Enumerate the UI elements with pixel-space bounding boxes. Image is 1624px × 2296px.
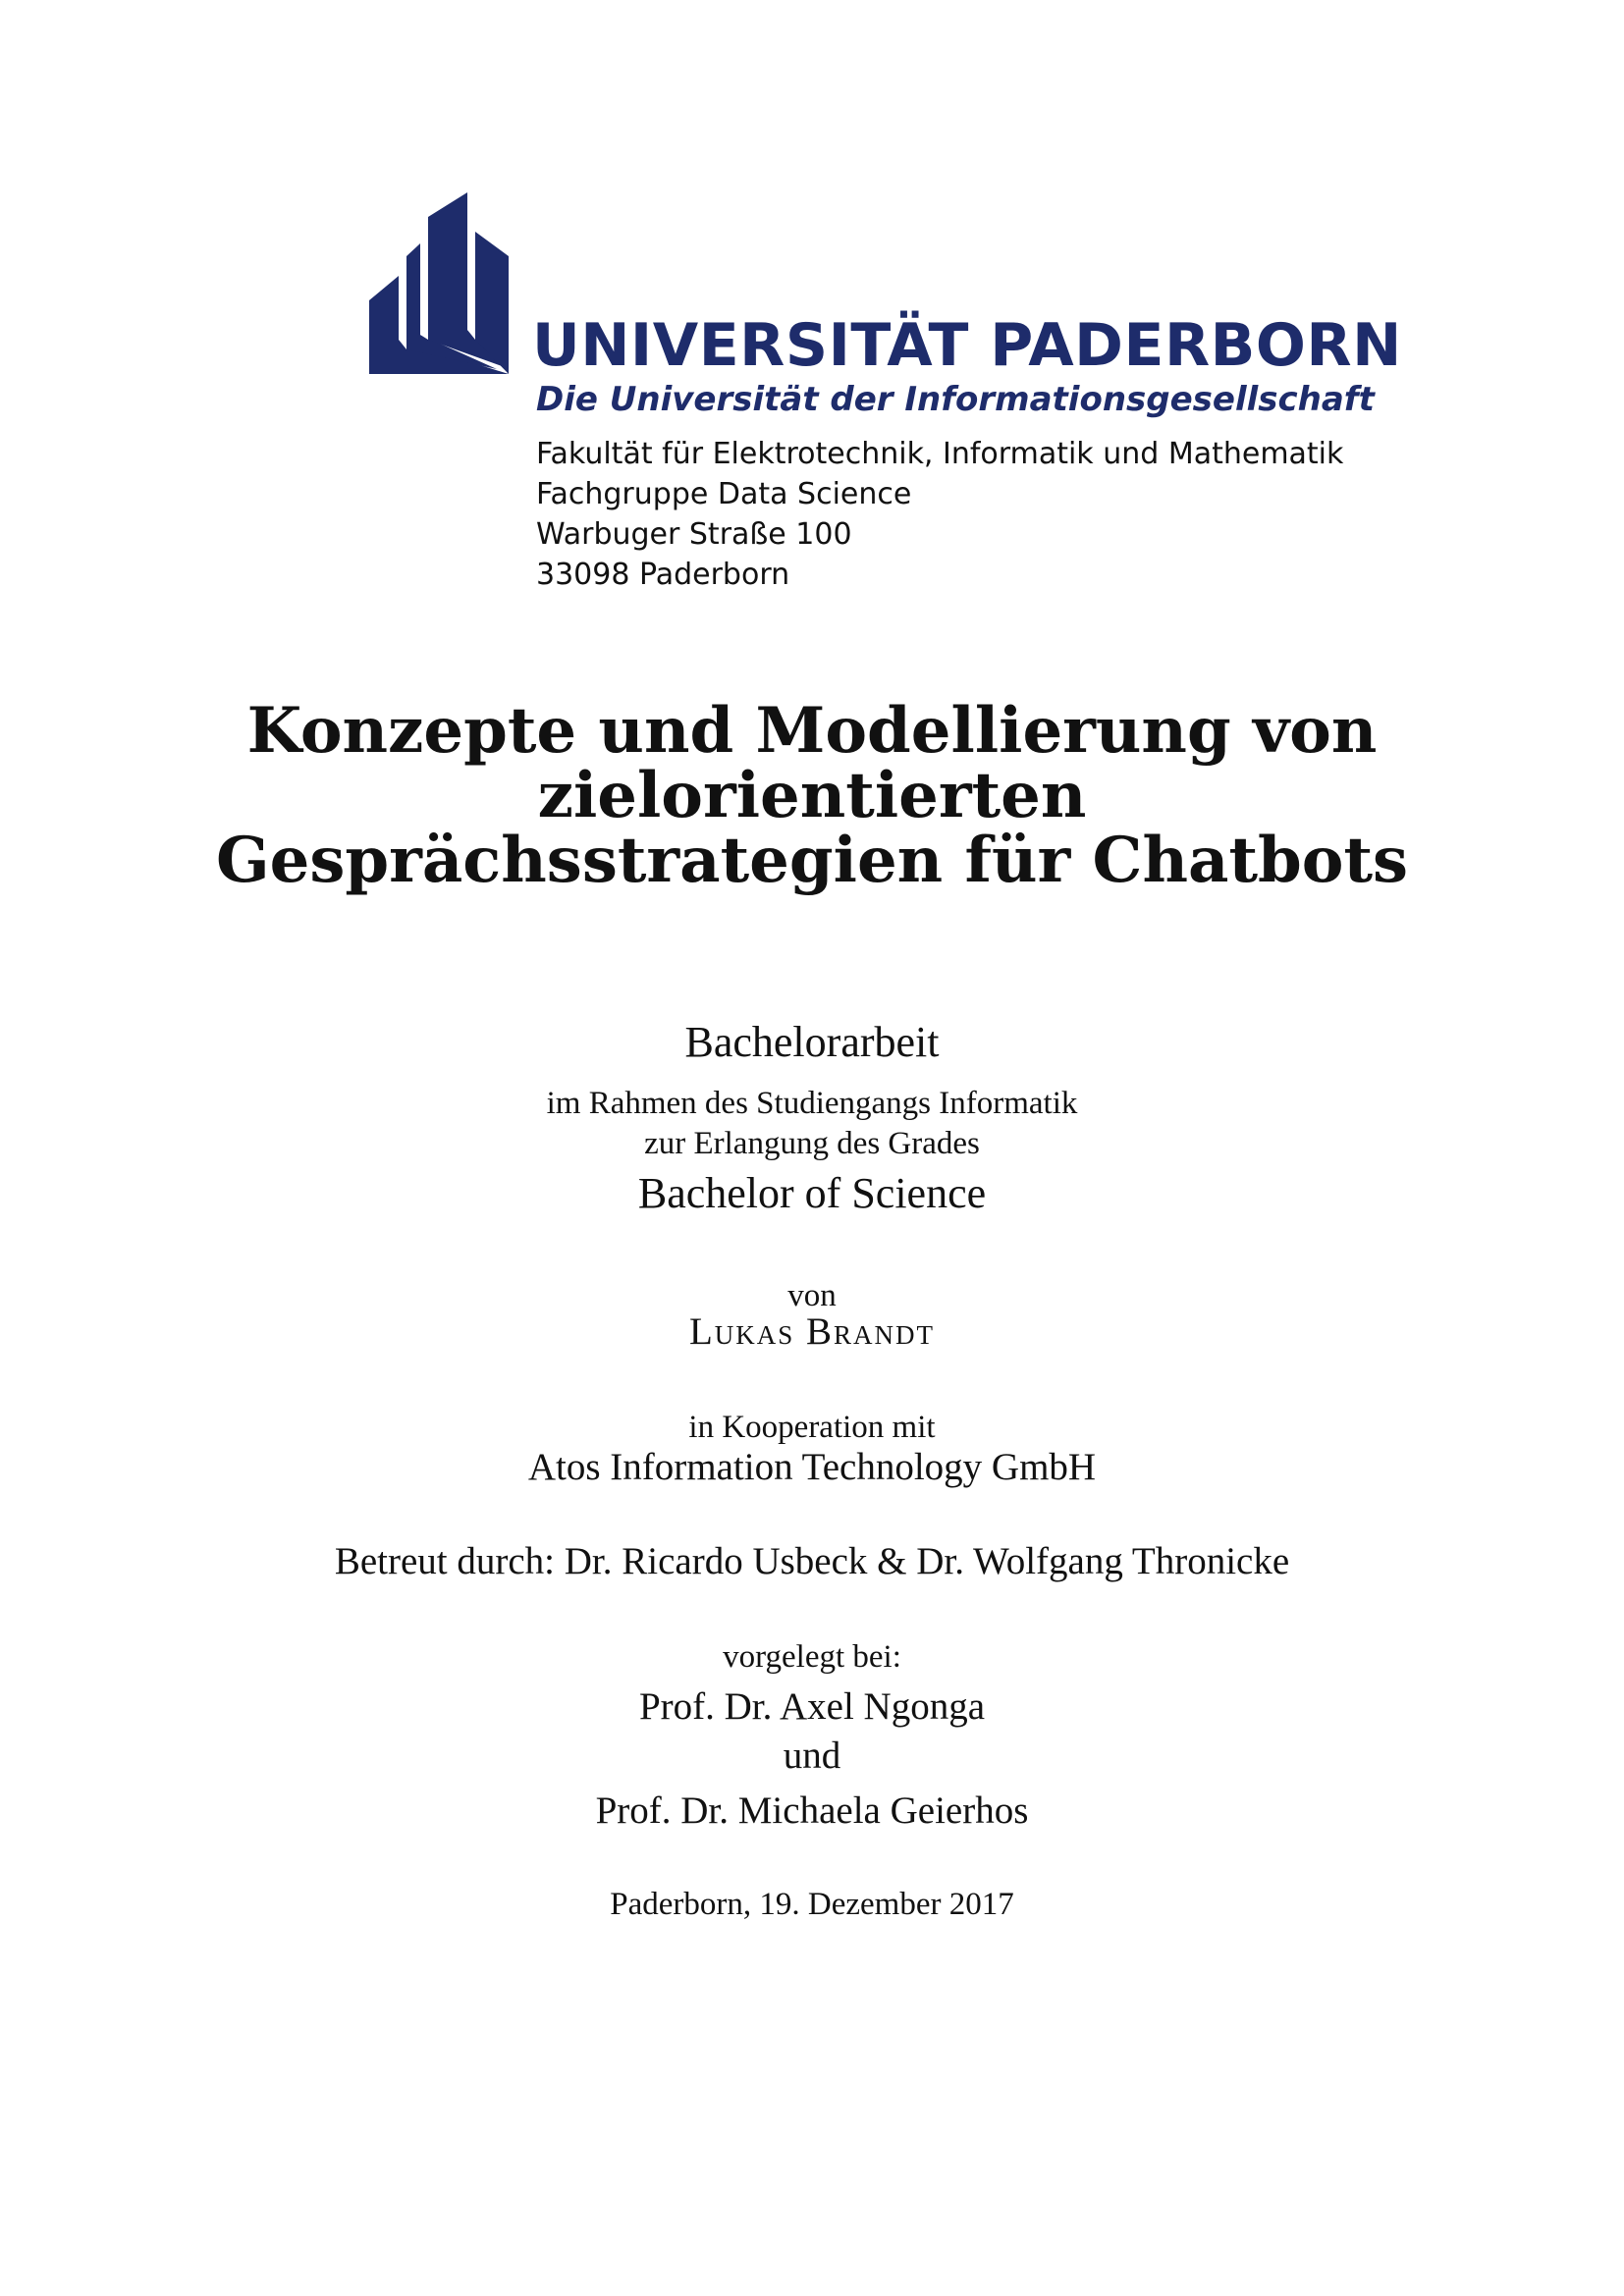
examiners-prefix: vorgelegt bei: (723, 1639, 901, 1675)
cooperation-prefix: in Kooperation mit (688, 1410, 936, 1445)
examiner-first: Prof. Dr. Axel Ngonga (638, 1685, 986, 1728)
address-line-street: Warbuger Straße 100 (536, 517, 852, 552)
faculty-address (536, 434, 1343, 595)
thesis-type: Bachelorarbeit (684, 1018, 940, 1066)
thesis-title (0, 694, 1624, 897)
address-line-city: 33098 Paderborn (536, 558, 790, 592)
supervisors: Betreut durch: Dr. Ricardo Usbeck & Dr. Wolfgang Thronicke (334, 1540, 1290, 1582)
university-name: UNIVERSITÄT PADERBORN (532, 311, 1402, 380)
thesis-title-line-2: zielorientierten (537, 759, 1087, 832)
cooperation-company: Atos Information Technology GmbH (527, 1446, 1097, 1488)
university-logo-icon (369, 192, 509, 374)
examiners-conjunction: und (783, 1735, 841, 1777)
degree-name: Bachelor of Science (637, 1169, 987, 1217)
thesis-title-line-3: Gesprächsstrategien für Chatbots (215, 824, 1409, 897)
address-line-group: Fachgruppe Data Science (536, 477, 912, 511)
place-date: Paderborn, 19. Dezember 2017 (610, 1887, 1014, 1922)
examiner-second: Prof. Dr. Michaela Geierhos (595, 1789, 1029, 1832)
address-line-faculty: Fakultät für Elektrotechnik, Informatik und Mathematik (536, 437, 1344, 471)
thesis-context-line-1: im Rahmen des Studiengangs Informatik (546, 1086, 1078, 1121)
thesis-title-line-1: Konzepte und Modellierung von (246, 694, 1378, 768)
author-name: Lukas Brandt (688, 1310, 936, 1353)
author-prefix: von (787, 1278, 837, 1313)
thesis-context-line-2: zur Erlangung des Grades (644, 1126, 980, 1161)
university-tagline: Die Universität der Informationsgesellschaft (536, 380, 1375, 419)
